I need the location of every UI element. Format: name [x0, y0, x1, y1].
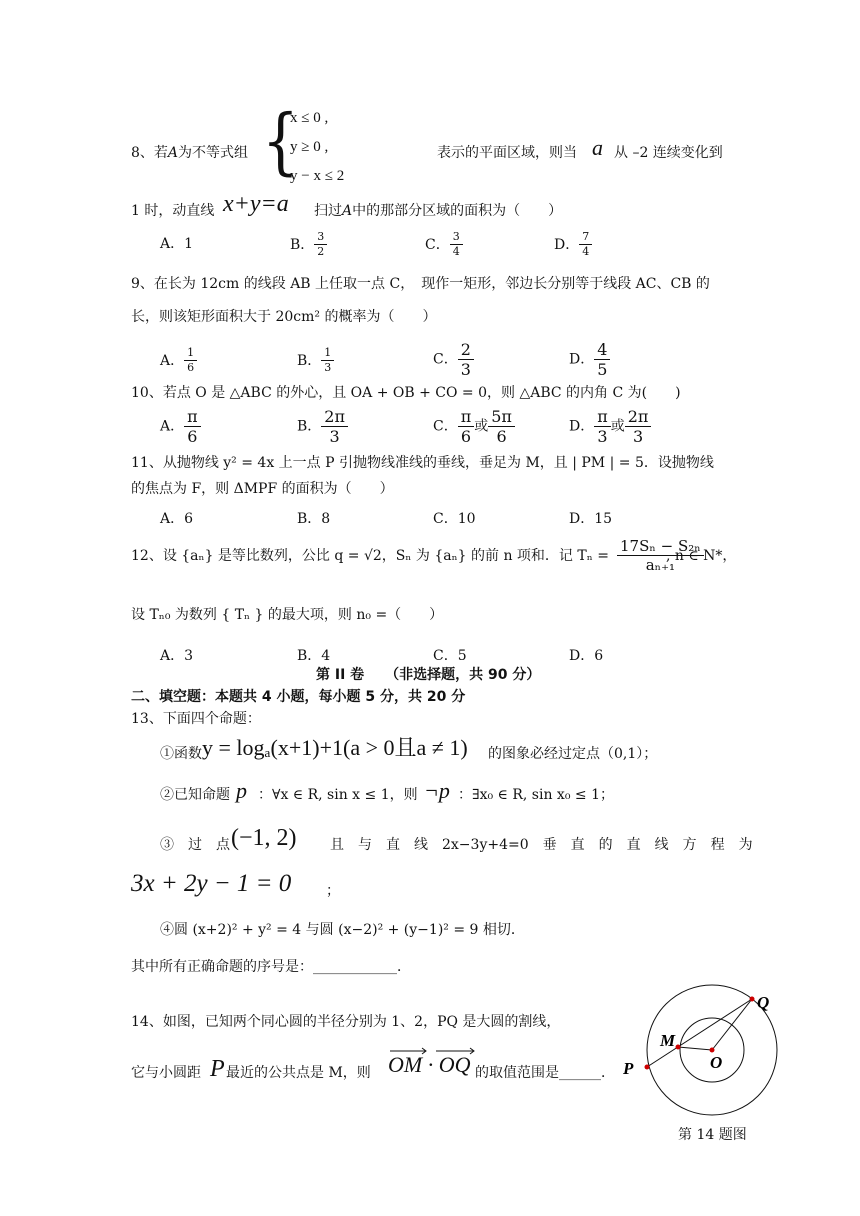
q12-option-b-value: 4 [321, 648, 331, 664]
q10-option-a-den: 6 [187, 427, 198, 447]
q13-p4: ④圆 (x+2)² + y² = 4 与圆 (x−2)² + (y−1)² = 9 相切． [160, 922, 525, 938]
q9-option-a-num: 1 [184, 346, 197, 361]
q12-frac-den: aₙ₊₁ [645, 556, 676, 574]
q8-option-b [290, 230, 327, 260]
q9-option-a-frac [184, 346, 197, 376]
q13-p2-neg: ¬p [424, 778, 450, 803]
q8-prefix: 8、若 [131, 145, 168, 161]
q11-option-d [569, 508, 612, 528]
q12-option-a [160, 645, 193, 665]
q13-p2-p: p [236, 778, 247, 803]
q10-option-c-or: 或 [474, 418, 489, 435]
q8-option-c-label: C． [425, 236, 450, 253]
q9-option-a-den: 6 [187, 361, 195, 375]
q10-option-d [569, 407, 651, 446]
point-M [676, 1045, 681, 1050]
q14-line2-suffix [475, 1066, 615, 1080]
q10-option-a-label: A． [160, 418, 185, 435]
q8-option-b-frac [314, 230, 327, 260]
q12-option-d-label: D． [569, 648, 595, 664]
q10-option-d-den2: 3 [633, 427, 644, 447]
q12-option-a-label: A． [160, 648, 185, 664]
q11-line1: 11、从抛物线 y² = 4x 上一点 P 引抛物线准线的垂线，垂足为 M，且 | PM | = 5．设抛物线 [131, 455, 714, 471]
q8-option-d-label: D． [554, 236, 580, 253]
q13-p2-mid: ：∀x ∈ R, sin x ≤ 1，则 [258, 787, 418, 803]
q13-answer-prefix: 其中所有正确命题的序号是： [131, 959, 313, 975]
q14-line2-mid: 最近的公共点是 M，则 [226, 1065, 371, 1081]
q8-A2: A [342, 203, 353, 219]
q12-option-a-value: 3 [184, 648, 194, 664]
q12-option-d-value: 6 [594, 648, 604, 664]
q8-option-c-den: 4 [452, 245, 460, 259]
label-Q: Q [757, 993, 770, 1012]
q9-option-d-den: 5 [597, 360, 608, 380]
q13-p1-prefix: ①函数 [160, 746, 202, 762]
q14-figure [623, 975, 800, 1125]
q8-A: A [167, 145, 179, 161]
q10-option-c-den1: 6 [460, 427, 472, 447]
q12-option-c-value: 5 [457, 648, 467, 664]
q8-option-c-frac [450, 230, 463, 260]
q13-answer [131, 960, 411, 974]
q8-line2 [131, 204, 214, 218]
q14-vec [388, 1054, 471, 1076]
q9-option-d-label: D． [569, 351, 595, 368]
q10-option-a-num: π [184, 407, 201, 427]
q10-option-d-frac2 [625, 407, 652, 446]
q11-option-b [297, 508, 330, 528]
q10-option-c-label: C． [433, 418, 458, 435]
q10-option-b [297, 407, 348, 446]
q14-vec-text: OM · OQ [388, 1052, 471, 1077]
q8-option-c-num: 3 [450, 230, 463, 245]
q10-option-b-label: B． [297, 418, 322, 435]
q8-after [437, 146, 577, 160]
q9-option-c-frac [458, 340, 474, 379]
q8-line2-suffix: 扫过 [314, 203, 342, 219]
q10-option-c-frac2 [488, 407, 515, 446]
label-M: M [660, 1031, 676, 1050]
q9-option-d-num: 4 [594, 340, 610, 360]
q9-option-c-num: 2 [458, 340, 474, 360]
q8-line2-end: 中的那部分区域的面积为（ ） [352, 203, 563, 219]
q10-option-b-num: 2π [321, 407, 348, 427]
q9-option-a-label: A． [160, 352, 185, 369]
q8-line2-tail [314, 204, 562, 218]
q8-option-d [554, 230, 592, 260]
q12-option-c [433, 645, 467, 665]
q8-brace: { [262, 98, 299, 183]
q10-option-d-frac1 [594, 407, 611, 446]
q8-option-a [160, 233, 193, 253]
q8-option-b-num: 3 [314, 230, 327, 245]
q9-option-b-den: 3 [324, 361, 332, 375]
q10-option-d-num1: π [594, 407, 611, 427]
q8-line-eq: x+y=a [223, 191, 289, 217]
label-P: P [623, 1059, 634, 1078]
q9-option-d [569, 340, 610, 379]
q10-option-d-or: 或 [610, 418, 625, 435]
q8-option-b-den: 2 [317, 245, 325, 259]
label-O: O [710, 1053, 723, 1072]
q11-option-b-label: B． [297, 511, 322, 527]
q13-p2-prefix: ②已知命题 [160, 787, 230, 803]
q10-option-c-num1: π [458, 407, 475, 427]
segment-OM [678, 1047, 712, 1050]
q8-sys-line1: x ≤ 0 , [290, 110, 329, 126]
q13-p3-eq: 3x + 2y − 1 = 0 [131, 870, 292, 897]
section-part2: 二、填空题：本题共 4 小题，每小题 5 分，共 20 分 [131, 689, 466, 705]
q14-line2-prefix: 它与小圆距 [131, 1065, 201, 1081]
q8-a: a [592, 135, 603, 160]
q11-option-a-value: 6 [184, 511, 194, 527]
q10-option-d-den1: 3 [597, 427, 608, 447]
q8-option-b-label: B． [290, 236, 315, 253]
q8-mid: 为不等式组 [178, 145, 249, 161]
q10-option-c [433, 407, 515, 446]
q13-p2-suffix: ：∃x₀ ∈ R, sin x₀ ≤ 1； [458, 787, 614, 803]
q10-option-d-num2: 2π [625, 407, 652, 427]
q10-option-c-num2: 5π [488, 407, 515, 427]
q14-line2-suffix-text: 的取值范围是 [475, 1065, 559, 1081]
q14-line1: 14、如图，已知两个同心圆的半径分别为 1、2，PQ 是大圆的割线， [131, 1014, 561, 1030]
q12-line1a: 12、设 {aₙ} 是等比数列，公比 q = √2，Sₙ 为 {aₙ} 的前 n 项和．记 Tₙ = [131, 548, 609, 564]
q11-option-a [160, 508, 193, 528]
segment-OQ [712, 999, 752, 1050]
q8-line2-prefix: 1 时，动直线 [131, 203, 215, 219]
q13-p3-mid: 且 与 直 线 2x−3y+4=0 垂 直 的 直 线 方 程 为 [330, 837, 753, 853]
q11-option-c [433, 508, 476, 528]
q10-option-a-frac [184, 407, 201, 446]
q11-option-c-label: C． [433, 511, 458, 527]
q10-text: 10、若点 O 是 △ABC 的外心，且 OA + OB + CO = 0，则 △ABC 的内角 C 为( ) [131, 385, 681, 401]
q10-option-b-frac [321, 407, 348, 446]
q13-answer-blank: ____________． [313, 959, 411, 975]
q13-p3-prefix: ③ 过 点 [160, 837, 230, 853]
q12-line1b: , n ∈ N*， [666, 548, 737, 564]
q8-option-a-value: 1 [184, 236, 194, 252]
q14-caption: 第 14 题图 [678, 1127, 747, 1143]
q9-option-a [160, 346, 197, 376]
q10-option-c-den2: 6 [496, 427, 507, 447]
q11-option-d-value: 15 [594, 511, 613, 527]
q12-option-b [297, 645, 330, 665]
q8-line1 [131, 146, 248, 160]
q12-line2: 设 Tₙ₀ 为数列 { Tₙ } 的最大项，则 n₀ =（ ） [131, 607, 444, 623]
q11-line2: 的焦点为 F，则 ΔMPF 的面积为（ ） [131, 481, 394, 497]
q9-line1: 9、在长为 12cm 的线段 AB 上任取一点 C， 现作一矩形，邻边长分别等于线段 AC、CB 的 [131, 276, 710, 292]
q11-option-b-value: 8 [321, 511, 331, 527]
point-Q [750, 997, 755, 1002]
q10-option-d-label: D． [569, 418, 595, 435]
q11-option-d-label: D． [569, 511, 595, 527]
q10-option-b-den: 3 [329, 427, 340, 447]
q11-option-a-label: A． [160, 511, 185, 527]
q12-frac-num: 17Sₙ − S₂ₙ [617, 537, 704, 556]
q9-option-c-den: 3 [460, 360, 471, 380]
q13-p3-point: (−1, 2) [231, 825, 297, 851]
q9-option-b [297, 346, 334, 376]
section-title: 第 II 卷 （非选择题，共 90 分） [316, 667, 541, 683]
q12-option-c-label: C． [433, 648, 458, 664]
q9-option-c [433, 340, 474, 379]
q9-option-b-frac [321, 346, 334, 376]
q14-line2-P: P [210, 1056, 225, 1082]
q8-sys-line3: y − x ≤ 2 [290, 168, 345, 184]
q9-option-b-label: B． [297, 352, 322, 369]
point-O [710, 1048, 715, 1053]
q8-option-d-frac [579, 230, 592, 260]
q8-option-a-label: A． [160, 236, 185, 252]
q9-line2: 长，则该矩形面积大于 20cm² 的概率为（ ） [131, 309, 437, 325]
q13-p3-suffix: ； [326, 883, 340, 899]
q8-option-d-num: 7 [579, 230, 592, 245]
q13-p1-suffix: 的图象必经过定点（0,1）； [488, 746, 658, 762]
q8-option-c [425, 230, 463, 260]
q8-option-d-den: 4 [582, 245, 590, 259]
q10-option-a [160, 407, 201, 446]
q11-option-c-value: 10 [457, 511, 476, 527]
q8-after-text: 表示的平面区域，则当 [437, 145, 577, 161]
q9-option-b-num: 1 [321, 346, 334, 361]
q13-intro: 13、下面四个命题： [131, 711, 261, 727]
q14-vec-arrows [388, 1046, 478, 1056]
q9-option-d-frac [594, 340, 610, 379]
q12-option-b-label: B． [297, 648, 322, 664]
q9-option-c-label: C． [433, 351, 458, 368]
q8-range: 从 –2 连续变化到 [614, 145, 723, 161]
q14-blank: ______． [559, 1065, 615, 1081]
point-P [645, 1065, 650, 1070]
q8-sys-line2: y ≥ 0 , [290, 139, 329, 155]
q13-p1-eq: y = logₐ(x+1)+1(a > 0且a ≠ 1) [202, 735, 468, 760]
q12-option-d [569, 645, 603, 665]
q10-option-c-frac1 [458, 407, 475, 446]
